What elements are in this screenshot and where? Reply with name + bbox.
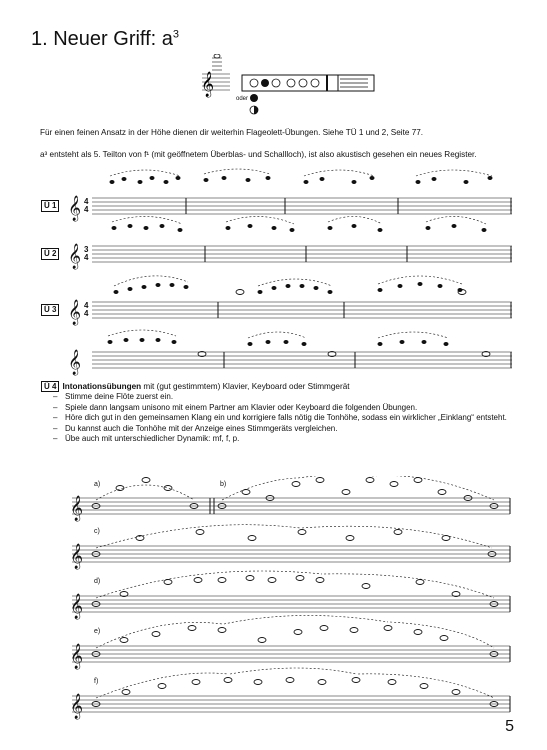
page-number: 5 xyxy=(505,718,514,735)
svg-text:𝄞: 𝄞 xyxy=(68,300,82,325)
sub-label-e: e) xyxy=(94,628,101,635)
page-title: 1. Neuer Griff: $a^3$ xyxy=(31,28,180,50)
list-item: – Du kannst auch die Tonhöhe mit der Anzeige eines Stimmgeräts vergleichen. xyxy=(53,424,516,435)
list-item: – Stimme deine Flöte zuerst ein. xyxy=(53,392,516,403)
svg-text:𝄞: 𝄞 xyxy=(68,244,82,269)
svg-text:4: 4 xyxy=(84,197,89,206)
svg-text:𝄞: 𝄞 xyxy=(68,350,82,375)
svg-text:𝄞: 𝄞 xyxy=(70,594,84,619)
list-item: – Spiele dann langsam unisono mit einem Partner am Klavier oder Keyboard die folgenden Übungen. xyxy=(53,403,516,414)
svg-text:𝄞: 𝄞 xyxy=(70,496,84,521)
explanation-text: a³ entsteht als 5. Teilton von f¹ (mit geöffnetem Überblas- und Schallloch), ist also akustisch gesehen ein neues Register. xyxy=(40,150,477,159)
svg-text:𝄞: 𝄞 xyxy=(68,196,82,221)
exercise-label-u4: Ü 4 xyxy=(41,381,59,392)
sub-label-d: d) xyxy=(94,578,101,585)
svg-text:4: 4 xyxy=(84,301,89,310)
fingering-chart xyxy=(190,54,380,124)
music-staves-u4 xyxy=(0,476,547,726)
svg-text:𝄞: 𝄞 xyxy=(201,72,215,97)
svg-text:4: 4 xyxy=(84,253,89,262)
svg-text:𝄞: 𝄞 xyxy=(70,544,84,569)
sub-label-b: b) xyxy=(220,481,227,488)
intro-text: Für einen feinen Ansatz in der Höhe dienen dir weiterhin Flageolett-Übungen. Siehe TÜ 1 und 2, Seite 77. xyxy=(40,128,424,137)
svg-text:𝄞: 𝄞 xyxy=(70,694,84,719)
list-item: – Höre dich gut in den gemeinsamen Klang ein und korrigiere falls nötig die Tonhöhe, sodass ein wirklicher „Einklang“ entsteht. xyxy=(53,413,516,424)
u4-instructions xyxy=(41,382,516,445)
sub-label-f: f) xyxy=(94,678,99,685)
sub-label-c: c) xyxy=(94,528,100,535)
sub-label-a: a) xyxy=(94,481,101,488)
u4-heading: Ü 4 Intonationsübungen mit (gut gestimmtem) Klavier, Keyboard oder Stimmgerät xyxy=(41,382,516,391)
svg-text:3: 3 xyxy=(84,245,89,254)
oder-label: oder xyxy=(236,96,249,102)
exercise-label-u2: Ü 2 xyxy=(41,248,59,260)
svg-text:𝄞: 𝄞 xyxy=(70,644,84,669)
svg-text:4: 4 xyxy=(84,309,89,318)
u4-steps-list xyxy=(41,392,516,445)
music-staves-u1-u3 xyxy=(0,168,547,378)
exercise-label-u1: Ü 1 xyxy=(41,200,59,212)
exercise-label-u3: Ü 3 xyxy=(41,304,59,316)
list-item: – Übe auch mit unterschiedlicher Dynamik: mf, f, p. xyxy=(53,434,516,445)
svg-text:4: 4 xyxy=(84,205,89,214)
